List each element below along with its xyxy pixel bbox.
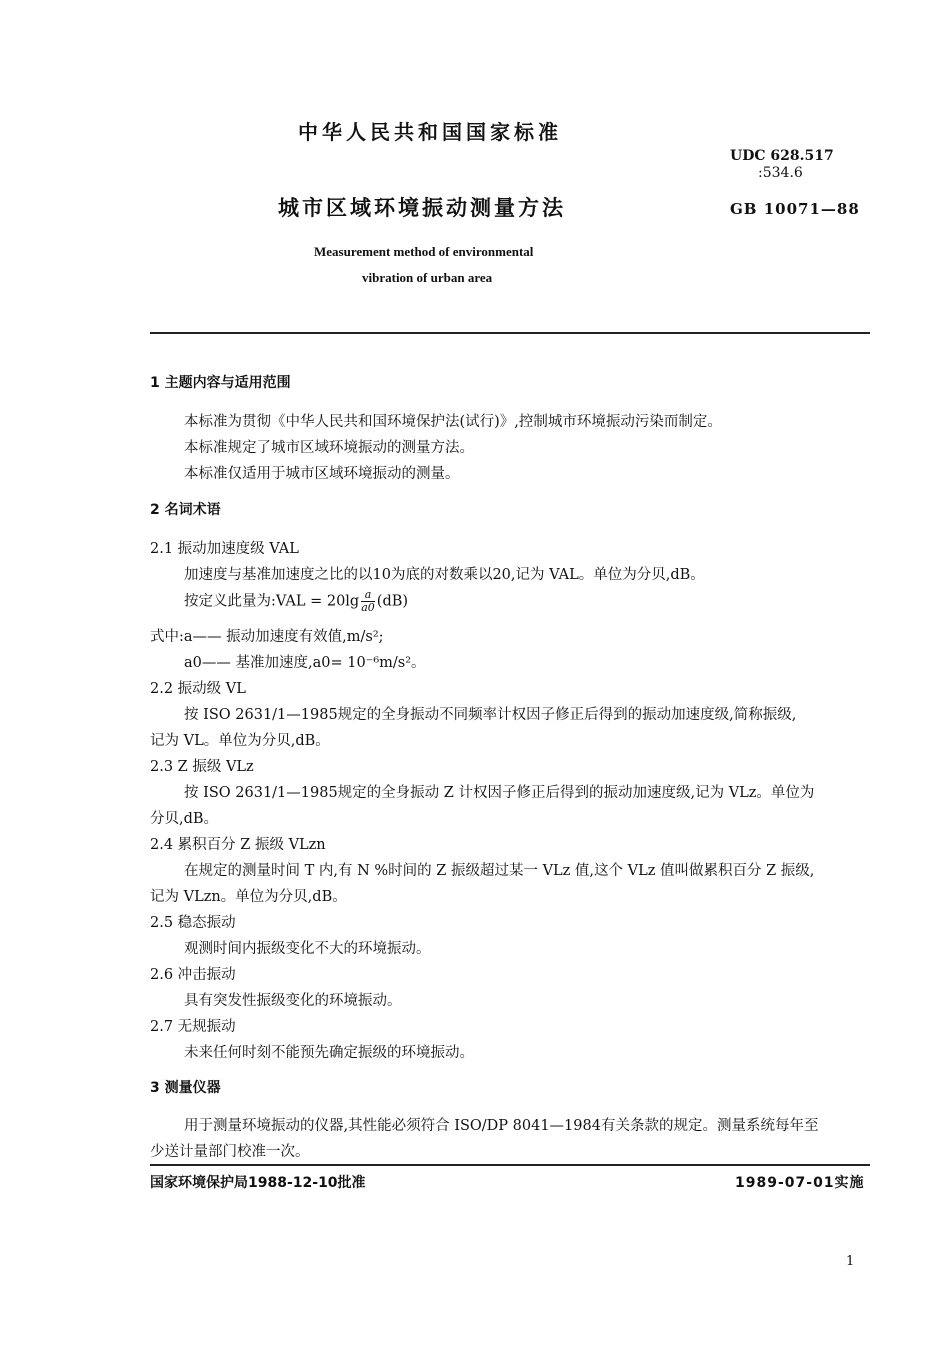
formula-val [184, 589, 408, 614]
approval-note: 国家环境保护局1988-12-10批准 [150, 1175, 366, 1191]
udc-code-continued: :534.6 [758, 165, 803, 181]
english-title-line2: vibration of urban area [362, 270, 493, 285]
formula-prefix: 按定义此量为:VAL = 20lg [184, 593, 360, 610]
paragraph: 本标准为贯彻《中华人民共和国环境保护法(试行)》,控制城市环境振动污染而制定。 [184, 414, 722, 430]
paragraph: 具有突发性振级变化的环境振动。 [184, 993, 402, 1009]
fraction-denominator: a0 [361, 601, 375, 614]
paragraph: 加速度与基准加速度之比的以10为底的对数乘以20,记为 VAL。单位为分贝,dB。 [184, 567, 705, 583]
formula-fraction [361, 589, 375, 614]
page-number: 1 [846, 1254, 855, 1269]
paragraph: 记为 VLzn。单位为分贝,dB。 [150, 889, 347, 905]
udc-code: UDC 628.517 [730, 148, 834, 164]
english-title-line1: Measurement method of environmental [314, 244, 534, 259]
paragraph: 少送计量部门校准一次。 [150, 1144, 310, 1160]
term-2-7-heading: 2.7 无规振动 [150, 1019, 236, 1035]
issuer-title: 中华人民共和国国家标准 [298, 120, 562, 144]
paragraph: 本标准仅适用于城市区域环境振动的测量。 [184, 466, 460, 482]
section-2-heading: 2 名词术语 [150, 502, 221, 518]
paragraph: 记为 VL。单位为分贝,dB。 [150, 733, 330, 749]
term-2-1-heading: 2.1 振动加速度级 VAL [150, 541, 299, 557]
header-divider [150, 332, 870, 334]
gb-standard-number: GB 10071—88 [730, 200, 860, 218]
formula-suffix: (dB) [376, 593, 409, 610]
effective-date: 1989-07-01实施 [735, 1175, 865, 1191]
section-3-heading: 3 测量仪器 [150, 1080, 221, 1096]
paragraph: 分贝,dB。 [150, 811, 219, 827]
paragraph: 按 ISO 2631/1—1985规定的全身振动不同频率计权因子修正后得到的振动加速度级,简称振级, [184, 707, 797, 723]
where-clause: 式中:a—— 振动加速度有效值,m/s²; [150, 629, 384, 645]
footer-divider [150, 1164, 870, 1166]
term-2-5-heading: 2.5 稳态振动 [150, 915, 236, 931]
paragraph: 未来任何时刻不能预先确定振级的环境振动。 [184, 1045, 474, 1061]
paragraph: 在规定的测量时间 T 内,有 N %时间的 Z 振级超过某一 VLz 值,这个 VLz 值叫做累积百分 Z 振级, [184, 863, 815, 879]
term-2-4-heading: 2.4 累积百分 Z 振级 VLzn [150, 837, 326, 853]
term-2-6-heading: 2.6 冲击振动 [150, 967, 236, 983]
paragraph: 本标准规定了城市区域环境振动的测量方法。 [184, 440, 474, 456]
paragraph: 按 ISO 2631/1—1985规定的全身振动 Z 计权因子修正后得到的振动加速度级,记为 VLz。单位为 [184, 785, 815, 801]
term-2-2-heading: 2.2 振动级 VL [150, 681, 246, 697]
paragraph: 观测时间内振级变化不大的环境振动。 [184, 941, 431, 957]
where-clause: a0—— 基准加速度,a0= 10⁻⁶m/s²。 [184, 655, 426, 671]
section-1-heading: 1 主题内容与适用范围 [150, 375, 291, 391]
fraction-numerator: a [361, 589, 375, 602]
document-title: 城市区域环境振动测量方法 [278, 196, 566, 220]
paragraph: 用于测量环境振动的仪器,其性能必须符合 ISO/DP 8041—1984有关条款的规定。测量系统每年至 [184, 1118, 819, 1134]
term-2-3-heading: 2.3 Z 振级 VLz [150, 759, 254, 775]
